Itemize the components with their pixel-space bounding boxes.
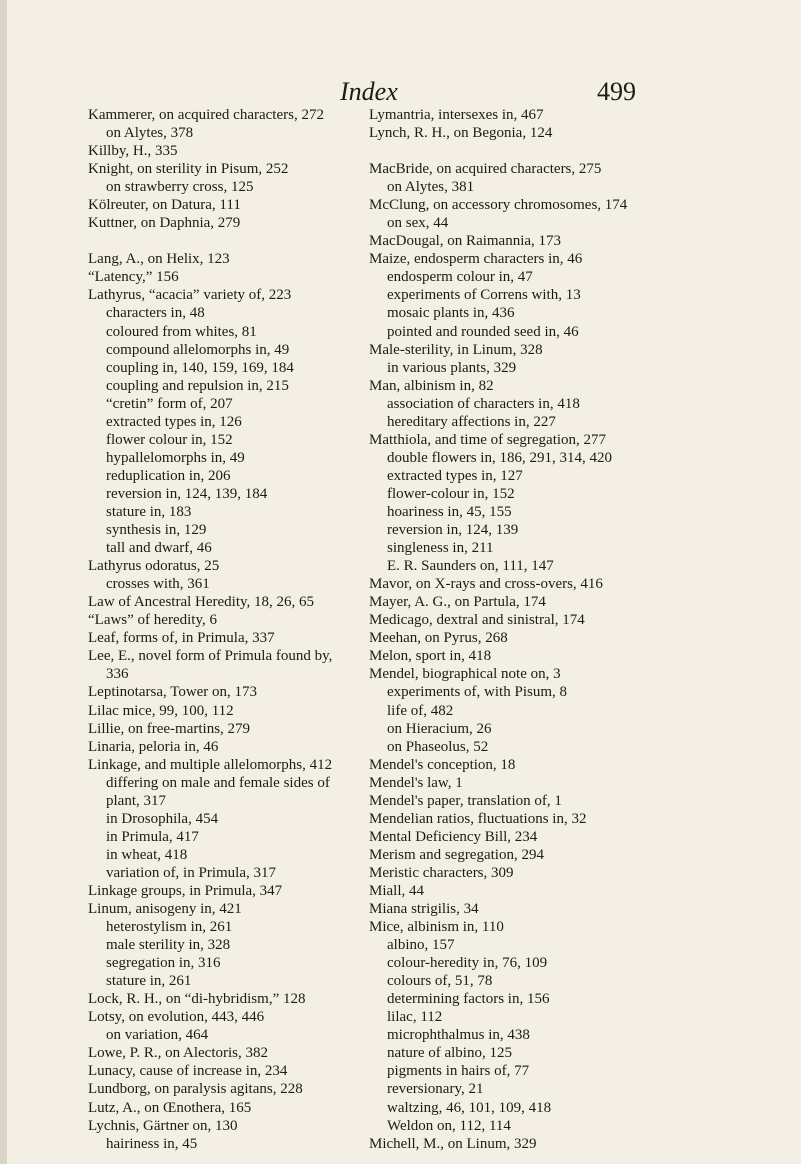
index-entry: Man, albinism in, 82 <box>369 377 494 394</box>
index-subentry: stature in, 261 <box>106 973 192 990</box>
index-subentry: endosperm colour in, 47 <box>387 269 533 286</box>
index-subentry: reversion in, 124, 139, 184 <box>106 485 268 502</box>
index-subentry: experiments of Correns with, 13 <box>387 287 581 304</box>
index-subentry: coloured from whites, 81 <box>106 323 257 340</box>
index-entry: Mendel's conception, 18 <box>369 756 516 773</box>
index-entry: Lutz, A., on Œnothera, 165 <box>88 1099 252 1116</box>
index-subentry: determining factors in, 156 <box>387 991 550 1008</box>
index-entry: Lee, E., novel form of Primula found by, <box>88 648 333 665</box>
index-entry: Melon, sport in, 418 <box>369 648 492 665</box>
index-subentry: male sterility in, 328 <box>106 937 231 954</box>
index-subentry: hairiness in, 45 <box>106 1135 198 1152</box>
index-subentry: on variation, 464 <box>106 1027 209 1044</box>
index-entry: Linaria, peloria in, 46 <box>88 738 219 755</box>
index-entry: Lundborg, on paralysis agitans, 228 <box>88 1081 303 1098</box>
index-subentry: stature in, 183 <box>106 503 192 520</box>
index-entry: Kammerer, on acquired characters, 272 <box>88 107 324 123</box>
index-entry: Lymantria, intersexes in, 467 <box>369 107 544 123</box>
index-subentry: hoariness in, 45, 155 <box>387 503 512 520</box>
index-subentry: pigments in hairs of, 77 <box>387 1063 530 1080</box>
index-entry: McClung, on accessory chromosomes, 174 <box>369 197 628 214</box>
index-subentry: compound allelomorphs in, 49 <box>106 341 290 358</box>
index-entry: Lychnis, Gärtner on, 130 <box>88 1117 238 1134</box>
index-entry: Lotsy, on evolution, 443, 446 <box>88 1009 265 1026</box>
index-entry: Male-sterility, in Linum, 328 <box>369 341 543 358</box>
index-entry: Lunacy, cause of increase in, 234 <box>88 1063 288 1080</box>
index-entry: Kuttner, on Daphnia, 279 <box>88 215 241 232</box>
index-entry: Kölreuter, on Datura, 111 <box>88 197 241 214</box>
index-entry: Lathyrus, “acacia” variety of, 223 <box>88 287 292 304</box>
index-entry: MacBride, on acquired characters, 275 <box>369 161 602 178</box>
index-subentry: flower colour in, 152 <box>106 431 233 448</box>
index-subentry: extracted types in, 126 <box>106 413 242 430</box>
index-subentry: hereditary affections in, 227 <box>387 413 556 430</box>
index-subentry: in Drosophila, 454 <box>106 810 219 827</box>
index-entry: Lathyrus odoratus, 25 <box>88 558 220 575</box>
index-entry: “Laws” of heredity, 6 <box>88 612 217 629</box>
index-entry: Medicago, dextral and sinistral, 174 <box>369 612 585 629</box>
index-subentry: reversion in, 124, 139 <box>387 522 519 539</box>
index-subentry: flower-colour in, 152 <box>387 485 515 502</box>
index-subentry: association of characters in, 418 <box>387 395 580 412</box>
index-entry: Meristic characters, 309 <box>369 864 514 881</box>
index-subentry: synthesis in, 129 <box>106 522 207 539</box>
index-subentry: coupling in, 140, 159, 169, 184 <box>106 359 294 376</box>
index-subentry: hypallelomorphs in, 49 <box>106 449 245 466</box>
index-entry: Mendel's law, 1 <box>369 774 463 791</box>
index-entry: Lowe, P. R., on Alectoris, 382 <box>88 1045 268 1062</box>
index-subentry: albino, 157 <box>387 937 455 954</box>
index-subentry: on Phaseolus, 52 <box>387 738 489 755</box>
index-subentry: extracted types in, 127 <box>387 467 523 484</box>
index-entry: Maize, endosperm characters in, 46 <box>369 251 583 268</box>
index-entry: Mavor, on X-rays and cross-overs, 416 <box>369 576 603 593</box>
index-column-right <box>369 106 659 1153</box>
index-entry: Mayer, A. G., on Partula, 174 <box>369 594 546 611</box>
index-subentry: singleness in, 211 <box>387 540 494 557</box>
index-subentry: waltzing, 46, 101, 109, 418 <box>387 1099 552 1116</box>
index-subentry: nature of albino, 125 <box>387 1045 512 1062</box>
index-entry: Merism and segregation, 294 <box>369 846 544 863</box>
index-entry: Linkage, and multiple allelomorphs, 412 <box>88 756 333 773</box>
index-entry: Lilac mice, 99, 100, 112 <box>88 702 234 719</box>
index-subentry: variation of, in Primula, 317 <box>106 864 276 881</box>
index-subentry: reversionary, 21 <box>387 1081 484 1098</box>
index-subentry: in Primula, 417 <box>106 828 199 845</box>
index-entry: Mice, albinism in, 110 <box>369 919 504 936</box>
index-subentry: tall and dwarf, 46 <box>106 540 212 557</box>
index-entry: “Latency,” 156 <box>88 269 179 286</box>
index-subentry: differing on male and female sides of <box>106 774 330 791</box>
index-entry: Lock, R. H., on “di-hybridism,” 128 <box>88 991 306 1008</box>
index-entry: Lillie, on free-martins, 279 <box>88 720 251 737</box>
index-entry: Mendelian ratios, fluctuations in, 32 <box>369 810 587 827</box>
index-entry: Linkage groups, in Primula, 347 <box>88 882 283 899</box>
index-subentry: pointed and rounded seed in, 46 <box>387 323 579 340</box>
index-subentry: segregation in, 316 <box>106 955 221 972</box>
index-entry: Leptinotarsa, Tower on, 173 <box>88 684 258 701</box>
index-subentry: crosses with, 361 <box>106 576 210 593</box>
page-edge <box>0 0 7 1164</box>
index-subentry: on Hieracium, 26 <box>387 720 492 737</box>
index-entry: Law of Ancestral Heredity, 18, 26, 65 <box>88 594 315 611</box>
index-subentry: reduplication in, 206 <box>106 467 231 484</box>
index-subentry: colours of, 51, 78 <box>387 973 493 990</box>
index-entry: Leaf, forms of, in Primula, 337 <box>88 630 275 647</box>
index-entry: Miall, 44 <box>369 882 424 899</box>
page-header <box>0 78 801 108</box>
index-entry: Lynch, R. H., on Begonia, 124 <box>369 125 553 142</box>
index-entry: Mendel's paper, translation of, 1 <box>369 792 562 809</box>
index-entry: Knight, on sterility in Pisum, 252 <box>88 161 289 178</box>
index-subentry: heterostylism in, 261 <box>106 919 233 936</box>
index-entry: Miana strigilis, 34 <box>369 901 479 918</box>
index-entry: Linum, anisogeny in, 421 <box>88 901 242 918</box>
entry-gap <box>88 232 378 250</box>
index-subentry: Weldon on, 112, 114 <box>387 1117 511 1134</box>
index-subentry: “cretin” form of, 207 <box>106 395 233 412</box>
index-subentry: experiments of, with Pisum, 8 <box>387 684 567 701</box>
index-entry: Lang, A., on Helix, 123 <box>88 251 230 268</box>
index-subentry: life of, 482 <box>387 702 454 719</box>
index-subentry: colour-heredity in, 76, 109 <box>387 955 548 972</box>
index-subentry: on strawberry cross, 125 <box>106 179 254 196</box>
index-subentry: microphthalmus in, 438 <box>387 1027 530 1044</box>
index-subentry: in wheat, 418 <box>106 846 188 863</box>
index-subentry: 336 <box>106 666 129 683</box>
index-subentry: mosaic plants in, 436 <box>387 305 515 322</box>
index-column-left <box>88 106 378 1153</box>
index-entry: Meehan, on Pyrus, 268 <box>369 630 508 647</box>
index-entry: Michell, M., on Linum, 329 <box>369 1135 537 1152</box>
index-subentry: characters in, 48 <box>106 305 205 322</box>
index-subentry: in various plants, 329 <box>387 359 517 376</box>
page-title: Index <box>340 77 398 106</box>
index-entry: Killby, H., 335 <box>88 143 178 160</box>
entry-gap <box>369 142 659 160</box>
index-subentry: on sex, 44 <box>387 215 449 232</box>
index-subentry: E. R. Saunders on, 111, 147 <box>387 558 554 575</box>
index-entry: Matthiola, and time of segregation, 277 <box>369 431 607 448</box>
page-number: 499 <box>597 77 636 106</box>
index-entry: MacDougal, on Raimannia, 173 <box>369 233 562 250</box>
index-subentry: on Alytes, 381 <box>387 179 475 196</box>
index-subentry: plant, 317 <box>106 792 166 809</box>
index-subentry: lilac, 112 <box>387 1009 443 1026</box>
index-entry: Mental Deficiency Bill, 234 <box>369 828 538 845</box>
index-entry: Mendel, biographical note on, 3 <box>369 666 561 683</box>
index-subentry: coupling and repulsion in, 215 <box>106 377 289 394</box>
index-subentry: double flowers in, 186, 291, 314, 420 <box>387 449 612 466</box>
index-subentry: on Alytes, 378 <box>106 125 194 142</box>
